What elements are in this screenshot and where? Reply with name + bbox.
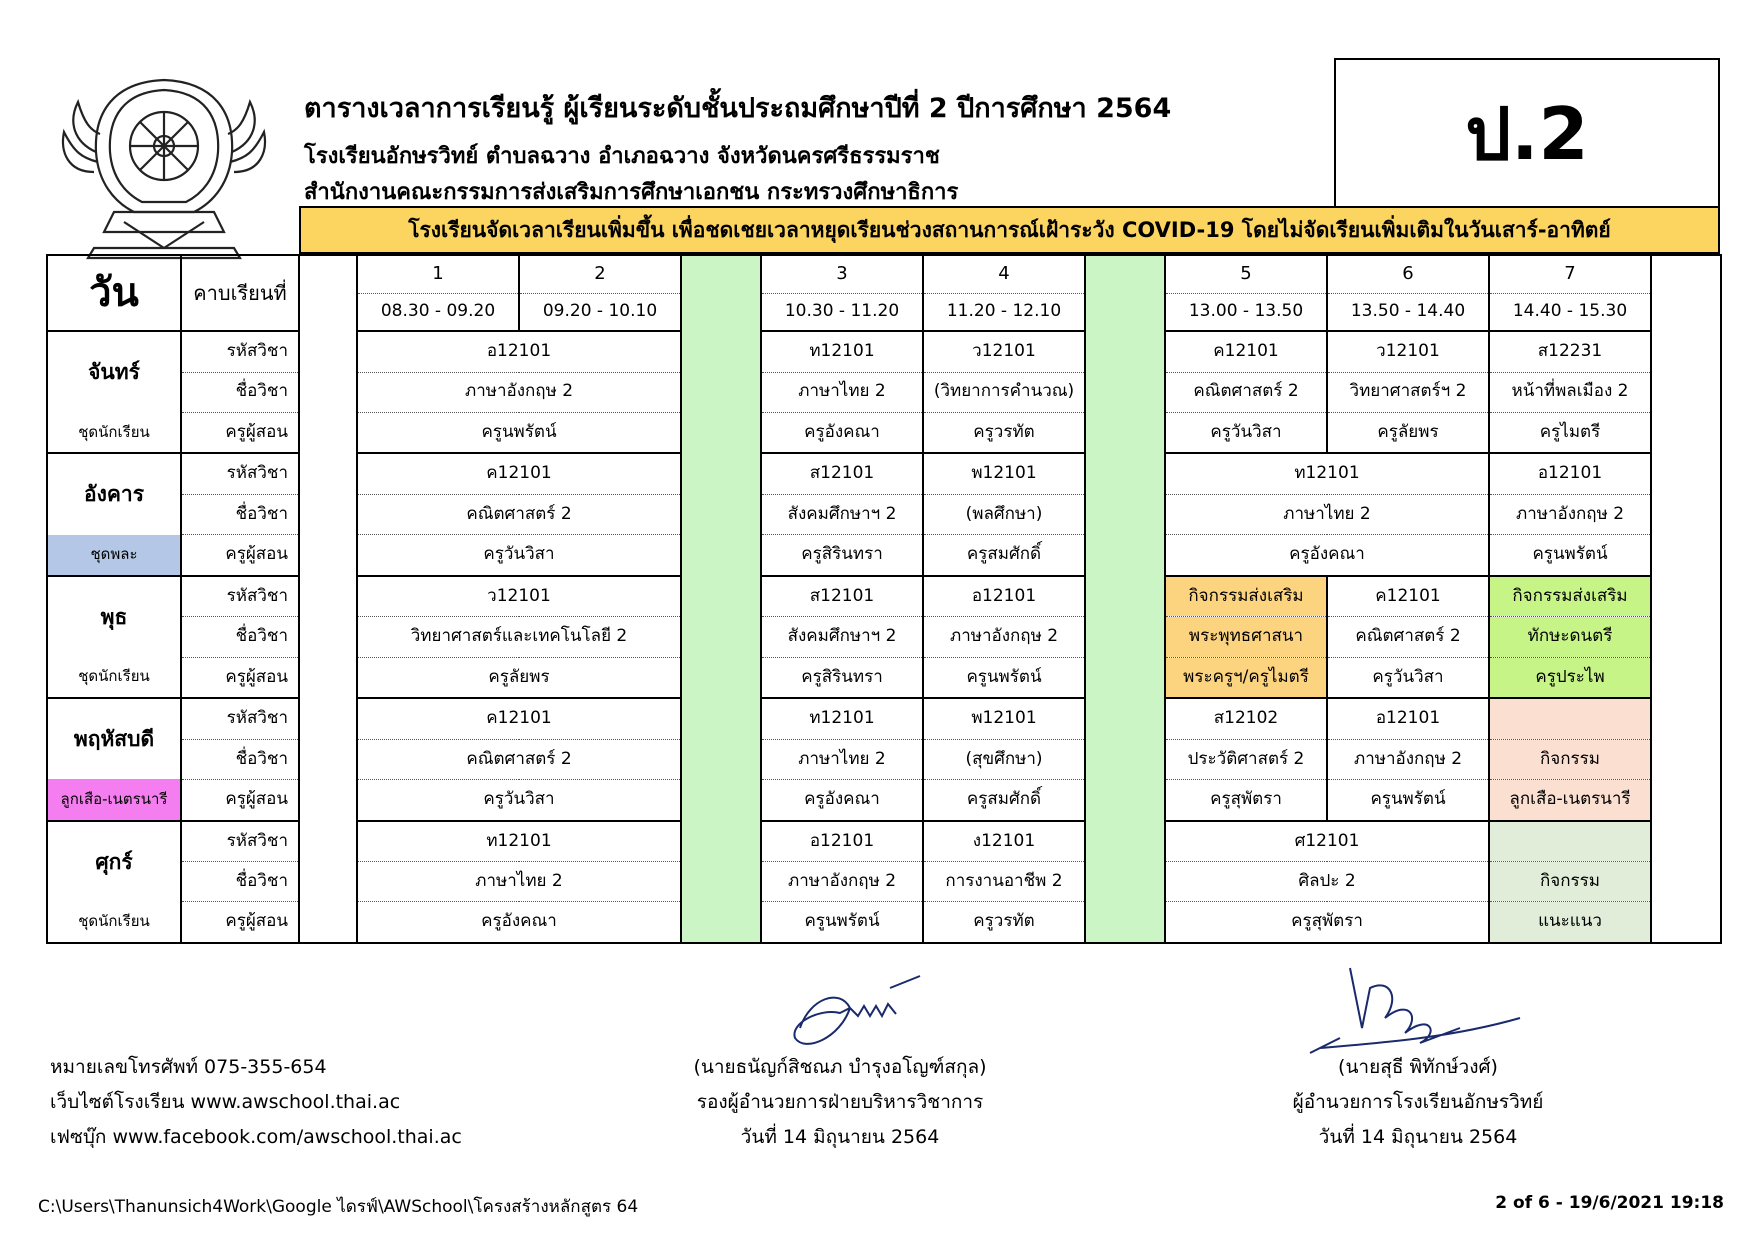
row-label-name: ชื่อวิชา [181, 372, 299, 412]
subject-name: พระพุทธศาสนา [1165, 617, 1327, 657]
row-label-name: ชื่อวิชา [181, 495, 299, 535]
subject-code: พ12101 [923, 698, 1085, 739]
phone-number: หมายเลขโทรศัพท์ 075-355-654 [50, 1056, 327, 1078]
teacher-name: ครูสิรินทรา [761, 657, 923, 698]
row-label-teacher: ครูผู้สอน [181, 535, 299, 576]
subject-name: (วิทยาการคำนวณ) [923, 372, 1085, 412]
subject-code: อ12101 [923, 576, 1085, 617]
row-label-teacher: ครูผู้สอน [181, 902, 299, 943]
school-address: โรงเรียนอักษรวิทย์ ตำบลฉวาง อำเภอฉวาง จังหวัดนครศรีธรรมราช [304, 144, 940, 169]
school-emblem-logo [54, 72, 274, 260]
subject-code: พ12101 [923, 453, 1085, 494]
office-line: สำนักงานคณะกรรมการส่งเสริมการศึกษาเอกชน กระทรวงศึกษาธิการ [304, 180, 959, 205]
subject-name: ภาษาอังกฤษ 2 [761, 862, 923, 902]
period-number: 5 [1165, 255, 1327, 293]
teacher-name: ครูนพรัตน์ [761, 902, 923, 943]
signer-name: (นายสุธี พิทักษ์วงศ์) [1338, 1056, 1498, 1078]
page-info: 2 of 6 - 19/6/2021 19:18 [1495, 1193, 1724, 1213]
teacher-name: ครูวันวิสา [357, 779, 681, 820]
period-number: 1 [357, 255, 519, 293]
subject-name: วิทยาศาสตร์และเทคโนโลยี 2 [357, 617, 681, 657]
row-label-name: ชื่อวิชา [181, 739, 299, 779]
subject-name: ประวัติศาสตร์ 2 [1165, 739, 1327, 779]
subject-name: ภาษาไทย 2 [357, 862, 681, 902]
timetable [46, 254, 1722, 944]
covid-notice-banner [299, 206, 1720, 254]
contact-info [50, 1050, 462, 1155]
subject-code: อ12101 [357, 331, 681, 372]
short-break-column [681, 255, 761, 943]
subject-name: คณิตศาสตร์ 2 [1327, 617, 1489, 657]
period-time: 14.40 - 15.30 [1489, 293, 1651, 331]
uniform-label: ชุดนักเรียน [47, 902, 181, 943]
teacher-name: ครูสมศักดิ์ [923, 535, 1085, 576]
subject-code: ท12101 [1165, 453, 1489, 494]
period-number: 3 [761, 255, 923, 293]
teacher-name: แนะแนว [1489, 902, 1651, 943]
signature-deputy-director [780, 968, 930, 1058]
pe-uniform-label: ชุดพละ [47, 535, 181, 576]
subject-name: ภาษาอังกฤษ 2 [1327, 739, 1489, 779]
activity-code: กิจกรรมส่งเสริม [1165, 576, 1327, 617]
teacher-name: ครูวรทัต [923, 902, 1085, 943]
subject-code: ค12101 [1327, 576, 1489, 617]
subject-code: ท12101 [761, 331, 923, 372]
row-label-name: ชื่อวิชา [181, 862, 299, 902]
subject-code: ง12101 [923, 821, 1085, 862]
signer-title: ผู้อำนวยการโรงเรียนอักษรวิทย์ [1292, 1091, 1544, 1113]
subject-name: ทักษะดนตรี [1489, 617, 1651, 657]
day-name: จันทร์ [47, 331, 181, 412]
subject-name: กิจกรรม [1489, 862, 1651, 902]
subject-code: ค12101 [1165, 331, 1327, 372]
row-label-code: รหัสวิชา [181, 576, 299, 617]
period-time: 10.30 - 11.20 [761, 293, 923, 331]
period-number: 2 [519, 255, 681, 293]
day-name: อังคาร [47, 453, 181, 534]
teacher-name: ครูนพรัตน์ [1327, 779, 1489, 820]
subject-code: ว12101 [923, 331, 1085, 372]
subject-name: ภาษาอังกฤษ 2 [923, 617, 1085, 657]
file-path: C:\Users\Thanunsich4Work\Google ไดรฟ์\AWSchool\โครงสร้างหลักสูตร 64 [38, 1197, 639, 1217]
row-label-name: ชื่อวิชา [181, 617, 299, 657]
activity-code: กิจกรรมส่งเสริม [1489, 576, 1651, 617]
subject-name: ภาษาอังกฤษ 2 [1489, 495, 1651, 535]
day-row-monday [47, 331, 1721, 372]
row-label-code: รหัสวิชา [181, 331, 299, 372]
period-header: คาบเรียนที่ [181, 255, 299, 331]
teacher-name: ครูไมตรี [1489, 412, 1651, 453]
subject-code: ว12101 [1327, 331, 1489, 372]
teacher-name: ครูอังคณา [1165, 535, 1489, 576]
page-title: ตารางเวลาการเรียนรู้ ผู้เรียนระดับชั้นประถมศึกษาปีที่ 2 ปีการศึกษา 2564 [304, 93, 1172, 124]
subject-name: คณิตศาสตร์ 2 [357, 495, 681, 535]
subject-code: ท12101 [357, 821, 681, 862]
signer-name: (นายธนัญก์สิชณภ บำรุงอโญฑ์สกุล) [693, 1056, 987, 1078]
period-number: 4 [923, 255, 1085, 293]
subject-code: ศ12101 [1165, 821, 1489, 862]
morning-activity-column [299, 255, 357, 943]
teacher-name: ครูนพรัตน์ [1489, 535, 1651, 576]
subject-name: (พลศึกษา) [923, 495, 1085, 535]
signature-block-director [1228, 1050, 1608, 1155]
teacher-name: ครูอังคณา [761, 779, 923, 820]
subject-name: คณิตศาสตร์ 2 [1165, 372, 1327, 412]
subject-code: ค12101 [357, 698, 681, 739]
closing-activity-column [1651, 255, 1721, 943]
row-label-teacher: ครูผู้สอน [181, 412, 299, 453]
subject-name: ภาษาไทย 2 [1165, 495, 1489, 535]
day-row-thursday [47, 698, 1721, 739]
day-row-tuesday [47, 453, 1721, 494]
subject-name: ภาษาไทย 2 [761, 739, 923, 779]
subject-name: (สุขศึกษา) [923, 739, 1085, 779]
row-label-teacher: ครูผู้สอน [181, 779, 299, 820]
teacher-name: ครูสิรินทรา [761, 535, 923, 576]
teacher-name: พระครูฯ/ครูไมตรี [1165, 657, 1327, 698]
row-label-code: รหัสวิชา [181, 698, 299, 739]
day-header: วัน [47, 255, 181, 331]
subject-name: กิจกรรม [1489, 739, 1651, 779]
teacher-name: ครูสมศักดิ์ [923, 779, 1085, 820]
subject-code: ว12101 [357, 576, 681, 617]
subject-code: ท12101 [761, 698, 923, 739]
row-label-code: รหัสวิชา [181, 453, 299, 494]
teacher-name: ครูนพรัตน์ [357, 412, 681, 453]
subject-code: ส12231 [1489, 331, 1651, 372]
teacher-name: ครูลัยพร [1327, 412, 1489, 453]
subject-name: สังคมศึกษาฯ 2 [761, 495, 923, 535]
day-row-wednesday [47, 576, 1721, 617]
subject-name: การงานอาชีพ 2 [923, 862, 1085, 902]
teacher-name: ครูลัยพร [357, 657, 681, 698]
period-time: 11.20 - 12.10 [923, 293, 1085, 331]
day-name: พฤหัสบดี [47, 698, 181, 779]
teacher-name: ครูสุพัตรา [1165, 902, 1489, 943]
activity-code [1489, 698, 1651, 739]
period-time: 08.30 - 09.20 [357, 293, 519, 331]
signature-block-deputy [660, 1050, 1020, 1155]
uniform-label: ชุดนักเรียน [47, 412, 181, 453]
period-time: 13.50 - 14.40 [1327, 293, 1489, 331]
subject-code: อ12101 [1489, 453, 1651, 494]
teacher-name: ครูประไพ [1489, 657, 1651, 698]
period-time: 13.00 - 13.50 [1165, 293, 1327, 331]
subject-name: ศิลปะ 2 [1165, 862, 1489, 902]
period-number: 7 [1489, 255, 1651, 293]
row-label-code: รหัสวิชา [181, 821, 299, 862]
notice-text: โรงเรียนจัดเวลาเรียนเพิ่มขึ้น เพื่อชดเชยเวลาหยุดเรียนช่วงสถานการณ์เฝ้าระวัง COVID-19 โดยไม่จัดเรียนเพิ่มเติมในวันเสาร์-อาทิตย์ [408, 217, 1611, 242]
website-link[interactable]: เว็บไซต์โรงเรียน www.awschool.thai.ac [50, 1091, 401, 1113]
subject-name: คณิตศาสตร์ 2 [357, 739, 681, 779]
teacher-name: ครูอังคณา [761, 412, 923, 453]
subject-name: สังคมศึกษาฯ 2 [761, 617, 923, 657]
teacher-name: ครูวันวิสา [1327, 657, 1489, 698]
subject-code: ส12101 [761, 576, 923, 617]
day-name: พุธ [47, 576, 181, 657]
lunch-break-column [1085, 255, 1165, 943]
period-number: 6 [1327, 255, 1489, 293]
subject-code: ส12101 [761, 453, 923, 494]
subject-code: อ12101 [761, 821, 923, 862]
scout-uniform-label: ลูกเสือ-เนตรนารี [47, 779, 181, 820]
signing-date: วันที่ 14 มิถุนายน 2564 [1318, 1126, 1518, 1148]
day-row-friday [47, 821, 1721, 862]
teacher-name: ครูสุพัตรา [1165, 779, 1327, 820]
teacher-name: ครูวันวิสา [1165, 412, 1327, 453]
teacher-name: ครูวันวิสา [357, 535, 681, 576]
subject-name: ภาษาไทย 2 [761, 372, 923, 412]
period-time: 09.20 - 10.10 [519, 293, 681, 331]
teacher-name: ครูนพรัตน์ [923, 657, 1085, 698]
subject-name: วิทยาศาสตร์ฯ 2 [1327, 372, 1489, 412]
subject-code: ค12101 [357, 453, 681, 494]
day-name: ศุกร์ [47, 821, 181, 902]
facebook-link[interactable]: เฟซบุ๊ก www.facebook.com/awschool.thai.ac [50, 1126, 462, 1148]
uniform-label: ชุดนักเรียน [47, 657, 181, 698]
subject-code: ส12102 [1165, 698, 1327, 739]
activity-code [1489, 821, 1651, 862]
signing-date: วันที่ 14 มิถุนายน 2564 [740, 1126, 940, 1148]
subject-code: อ12101 [1327, 698, 1489, 739]
row-label-teacher: ครูผู้สอน [181, 657, 299, 698]
subject-name: ภาษาอังกฤษ 2 [357, 372, 681, 412]
teacher-name: ครูอังคณา [357, 902, 681, 943]
grade-label: ป.2 [1334, 58, 1720, 206]
teacher-name: ลูกเสือ-เนตรนารี [1489, 779, 1651, 820]
subject-name: หน้าที่พลเมือง 2 [1489, 372, 1651, 412]
signer-title: รองผู้อำนวยการฝ่ายบริหารวิชาการ [696, 1091, 984, 1113]
teacher-name: ครูวรทัต [923, 412, 1085, 453]
